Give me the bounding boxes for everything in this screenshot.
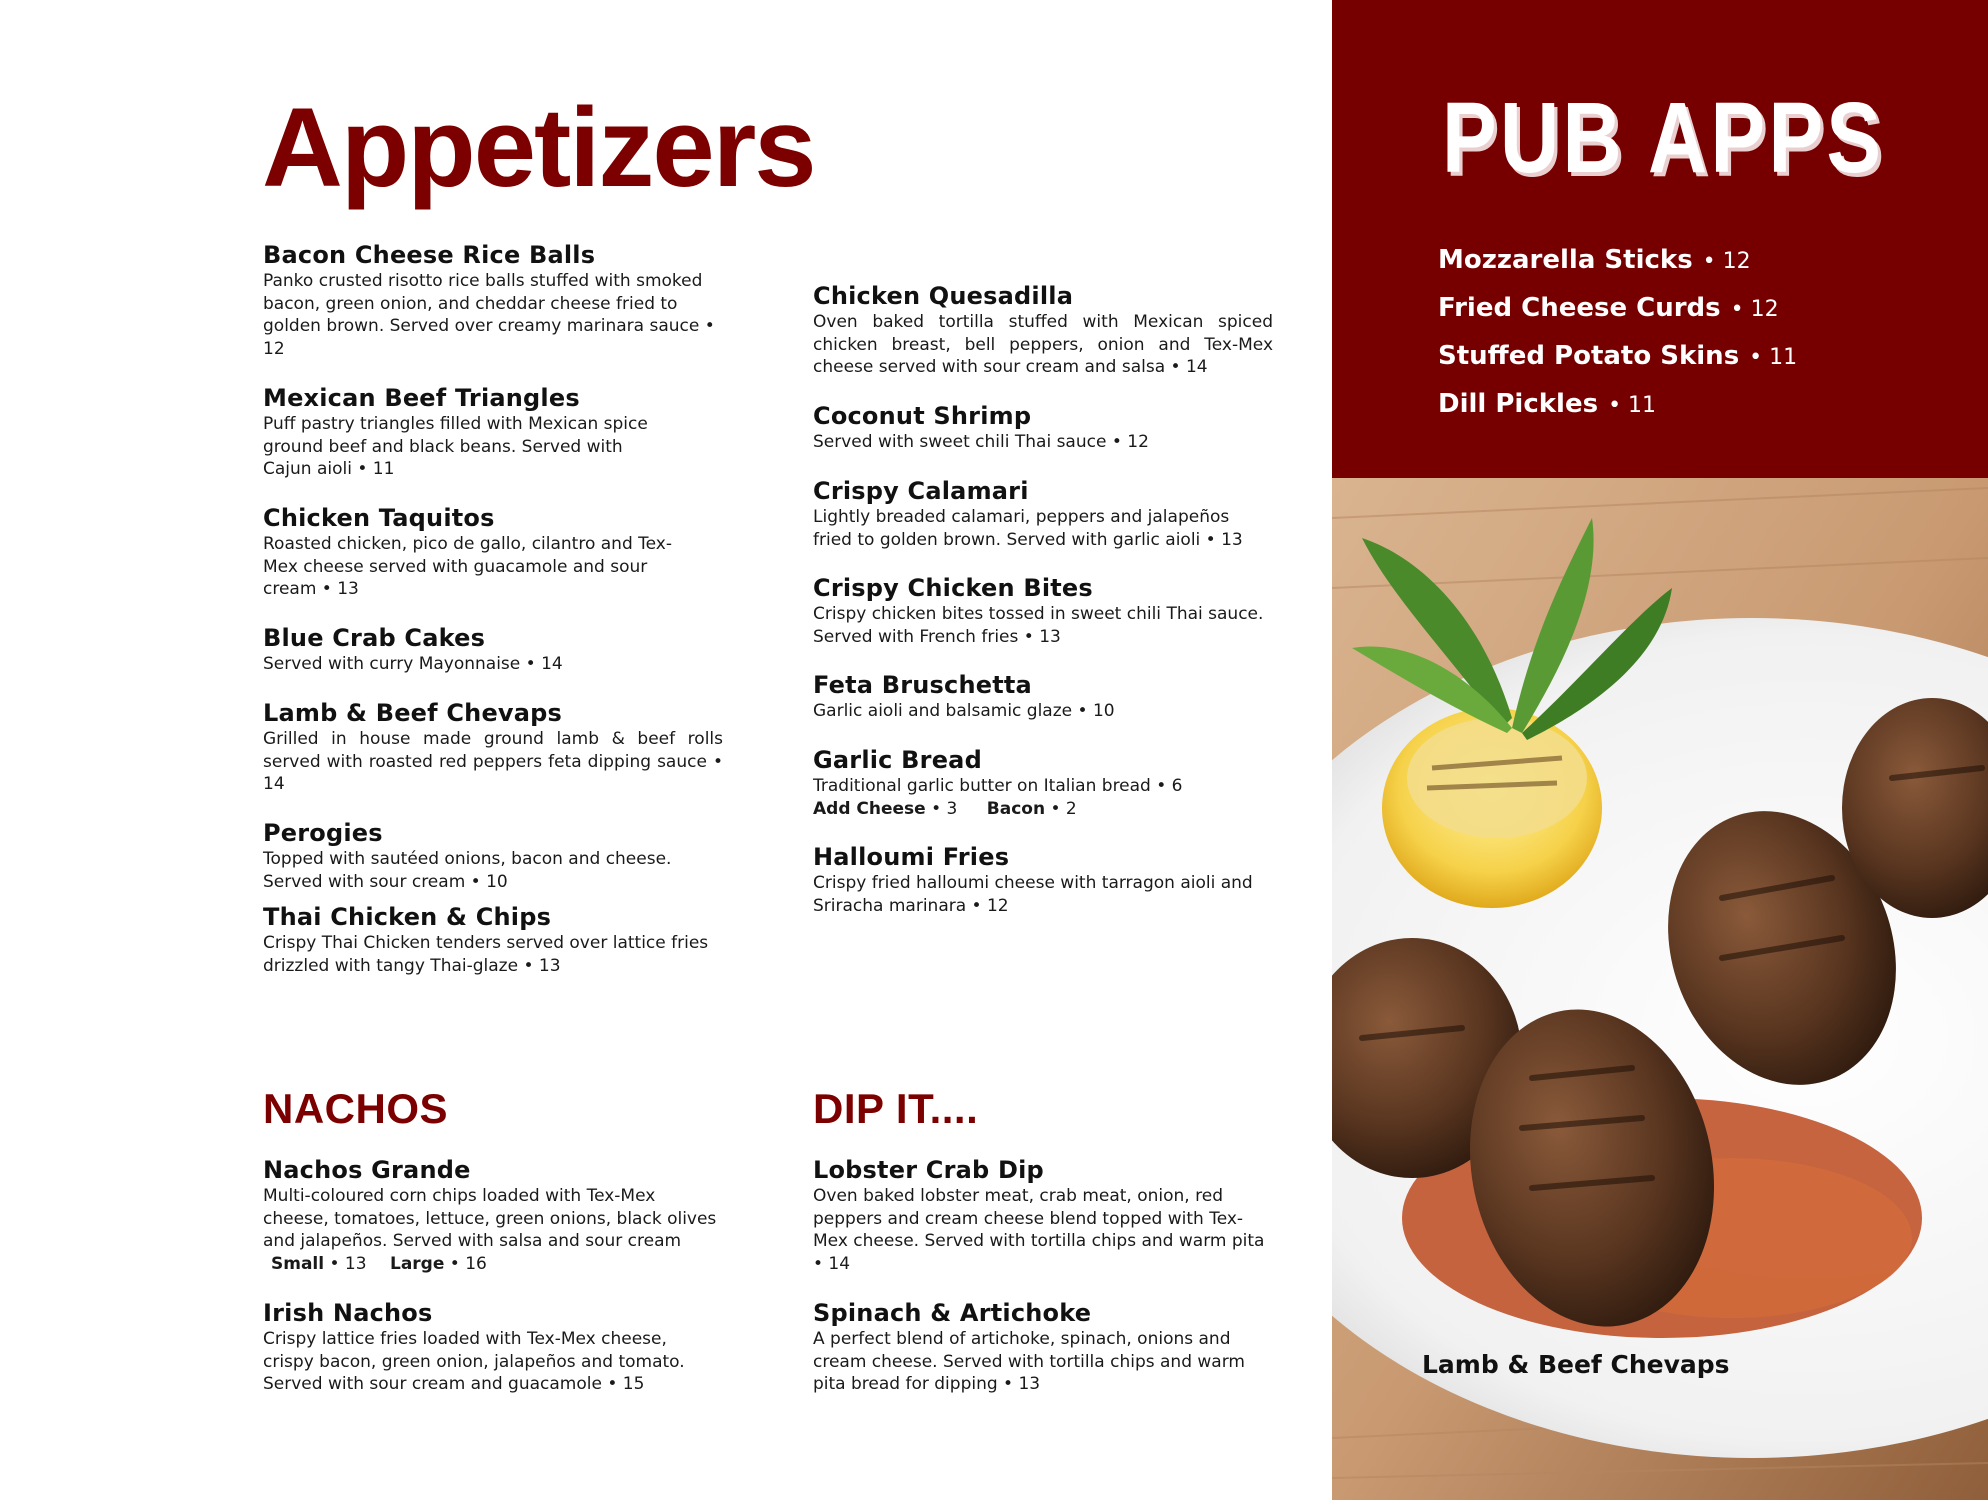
item-name: Coconut Shrimp [813, 402, 1032, 430]
item-description: Topped with sautéed onions, bacon and cheese. Served with sour cream • 10 [263, 849, 672, 892]
menu-item [813, 401, 1273, 454]
menu-item [263, 383, 723, 481]
pub-app-name: Stuffed Potato Skins [1438, 341, 1740, 371]
menu-item [263, 240, 723, 360]
size-label: Large [389, 1253, 445, 1274]
item-description: Crispy fried halloumi cheese with tarragon aioli and Sriracha marinara • 12 [813, 873, 1253, 916]
item-name: Nachos Grande [263, 1156, 471, 1184]
addon-price: • 2 [1050, 798, 1077, 819]
item-description [263, 1185, 723, 1275]
menu-item [263, 503, 723, 601]
pub-app-price: • 11 [1749, 345, 1798, 370]
size-price: • 13 [329, 1253, 367, 1274]
item-name: Thai Chicken & Chips [263, 903, 552, 931]
addon-price: • 3 [931, 798, 958, 819]
menu-item [263, 623, 723, 676]
item-description: Garlic aioli and balsamic glaze • 10 [813, 701, 1115, 721]
menu-item [263, 818, 723, 893]
item-name: Spinach & Artichoke [813, 1299, 1092, 1327]
item-name: Garlic Bread [813, 746, 982, 774]
item-addons [813, 798, 1273, 820]
pub-apps-title: PUB APPS [1442, 82, 1885, 194]
item-name: Lamb & Beef Chevaps [263, 699, 563, 727]
photo-caption: Lamb & Beef Chevaps [1422, 1350, 1730, 1379]
addon-label: Add Cheese [813, 798, 926, 819]
item-name: Halloumi Fries [813, 843, 1010, 871]
item-description: Panko crusted risotto rice balls stuffed with smoked bacon, green onion, and cheddar cheese fried to golden brown. Served over creamy marinara sauce • 12 [263, 271, 715, 359]
item-name: Feta Bruschetta [813, 671, 1032, 699]
pub-app-item [1438, 341, 1797, 389]
menu-item [263, 698, 723, 796]
pub-apps-list [1438, 245, 1797, 437]
pub-app-price: • 12 [1730, 297, 1779, 322]
item-name: Crispy Chicken Bites [813, 574, 1093, 602]
menu-item [263, 1298, 723, 1396]
item-name: Bacon Cheese Rice Balls [263, 241, 596, 269]
item-description: Roasted chicken, pico de gallo, cilantro and Tex-Mex cheese served with guacamole and sour cream • 13 [263, 534, 673, 599]
pub-app-price: • 12 [1702, 249, 1751, 274]
item-description: Served with curry Mayonnaise • 14 [263, 654, 563, 674]
item-name: Perogies [263, 819, 383, 847]
item-description: Oven baked lobster meat, crab meat, onion, red peppers and cream cheese blend topped with Tex-Mex cheese. Served with tortilla chips and warm pita • 14 [813, 1186, 1265, 1274]
item-description: Crispy lattice fries loaded with Tex-Mex cheese, crispy bacon, green onion, jalapeños and tomato. Served with sour cream and guacamole • 15 [263, 1329, 685, 1394]
menu-item [813, 670, 1273, 723]
pub-app-price: • 11 [1608, 393, 1657, 418]
item-name: Mexican Beef Triangles [263, 384, 580, 412]
menu-item [813, 573, 1273, 648]
size-label: Small [271, 1253, 325, 1274]
size-price: • 16 [449, 1253, 487, 1274]
page-title: Appetizers [262, 85, 815, 210]
pub-app-item [1438, 389, 1797, 437]
item-description-text: Multi-coloured corn chips loaded with Tex-Mex cheese, tomatoes, lettuce, green onions, black olives and jalapeños. Served with salsa and sour cream [263, 1186, 717, 1251]
item-name: Crispy Calamari [813, 477, 1029, 505]
item-description: Grilled in house made ground lamb & beef rolls served with roasted red peppers feta dipping sauce • 14 [263, 729, 723, 794]
pub-app-item [1438, 245, 1797, 293]
item-description: Crispy Thai Chicken tenders served over lattice fries drizzled with tangy Thai-glaze • 13 [263, 933, 709, 976]
menu-item [813, 745, 1273, 820]
menu-item [813, 476, 1273, 551]
pub-app-name: Dill Pickles [1438, 389, 1599, 419]
item-description: Lightly breaded calamari, peppers and jalapeños fried to golden brown. Served with garlic aioli • 13 [813, 507, 1243, 550]
pub-app-name: Mozzarella Sticks [1438, 245, 1693, 275]
item-description: A perfect blend of artichoke, spinach, onions and cream cheese. Served with tortilla chips and warm pita bread for dipping • 13 [813, 1329, 1245, 1394]
item-name: Lobster Crab Dip [813, 1156, 1044, 1184]
item-description: Served with sweet chili Thai sauce • 12 [813, 432, 1149, 452]
menu-item [813, 1155, 1273, 1275]
menu-item [813, 281, 1273, 379]
menu-item [813, 842, 1273, 917]
dip-heading: DIP IT.... [813, 1085, 979, 1132]
food-photo [1332, 478, 1988, 1500]
item-description: Puff pastry triangles filled with Mexican spice ground beef and black beans. Served with Cajun aioli • 11 [263, 414, 648, 479]
item-name: Chicken Quesadilla [813, 282, 1074, 310]
pub-app-name: Fried Cheese Curds [1438, 293, 1721, 323]
menu-item [813, 1298, 1273, 1396]
chevaps-plate-illustration [1332, 478, 1988, 1500]
item-name: Irish Nachos [263, 1299, 433, 1327]
menu-item [263, 902, 723, 977]
menu-item [263, 1155, 723, 1275]
item-description: Crispy chicken bites tossed in sweet chili Thai sauce. Served with French fries • 13 [813, 604, 1264, 647]
nachos-heading: NACHOS [263, 1085, 449, 1132]
item-name: Chicken Taquitos [263, 504, 495, 532]
addon-label: Bacon [986, 798, 1046, 819]
item-name: Blue Crab Cakes [263, 624, 486, 652]
pub-app-item [1438, 293, 1797, 341]
pub-apps-panel [1332, 0, 1988, 478]
item-description: Traditional garlic butter on Italian bread • 6 [813, 776, 1183, 796]
item-description: Oven baked tortilla stuffed with Mexican spiced chicken breast, bell peppers, onion and Tex-Mex cheese served with sour cream and salsa • 14 [813, 312, 1273, 377]
